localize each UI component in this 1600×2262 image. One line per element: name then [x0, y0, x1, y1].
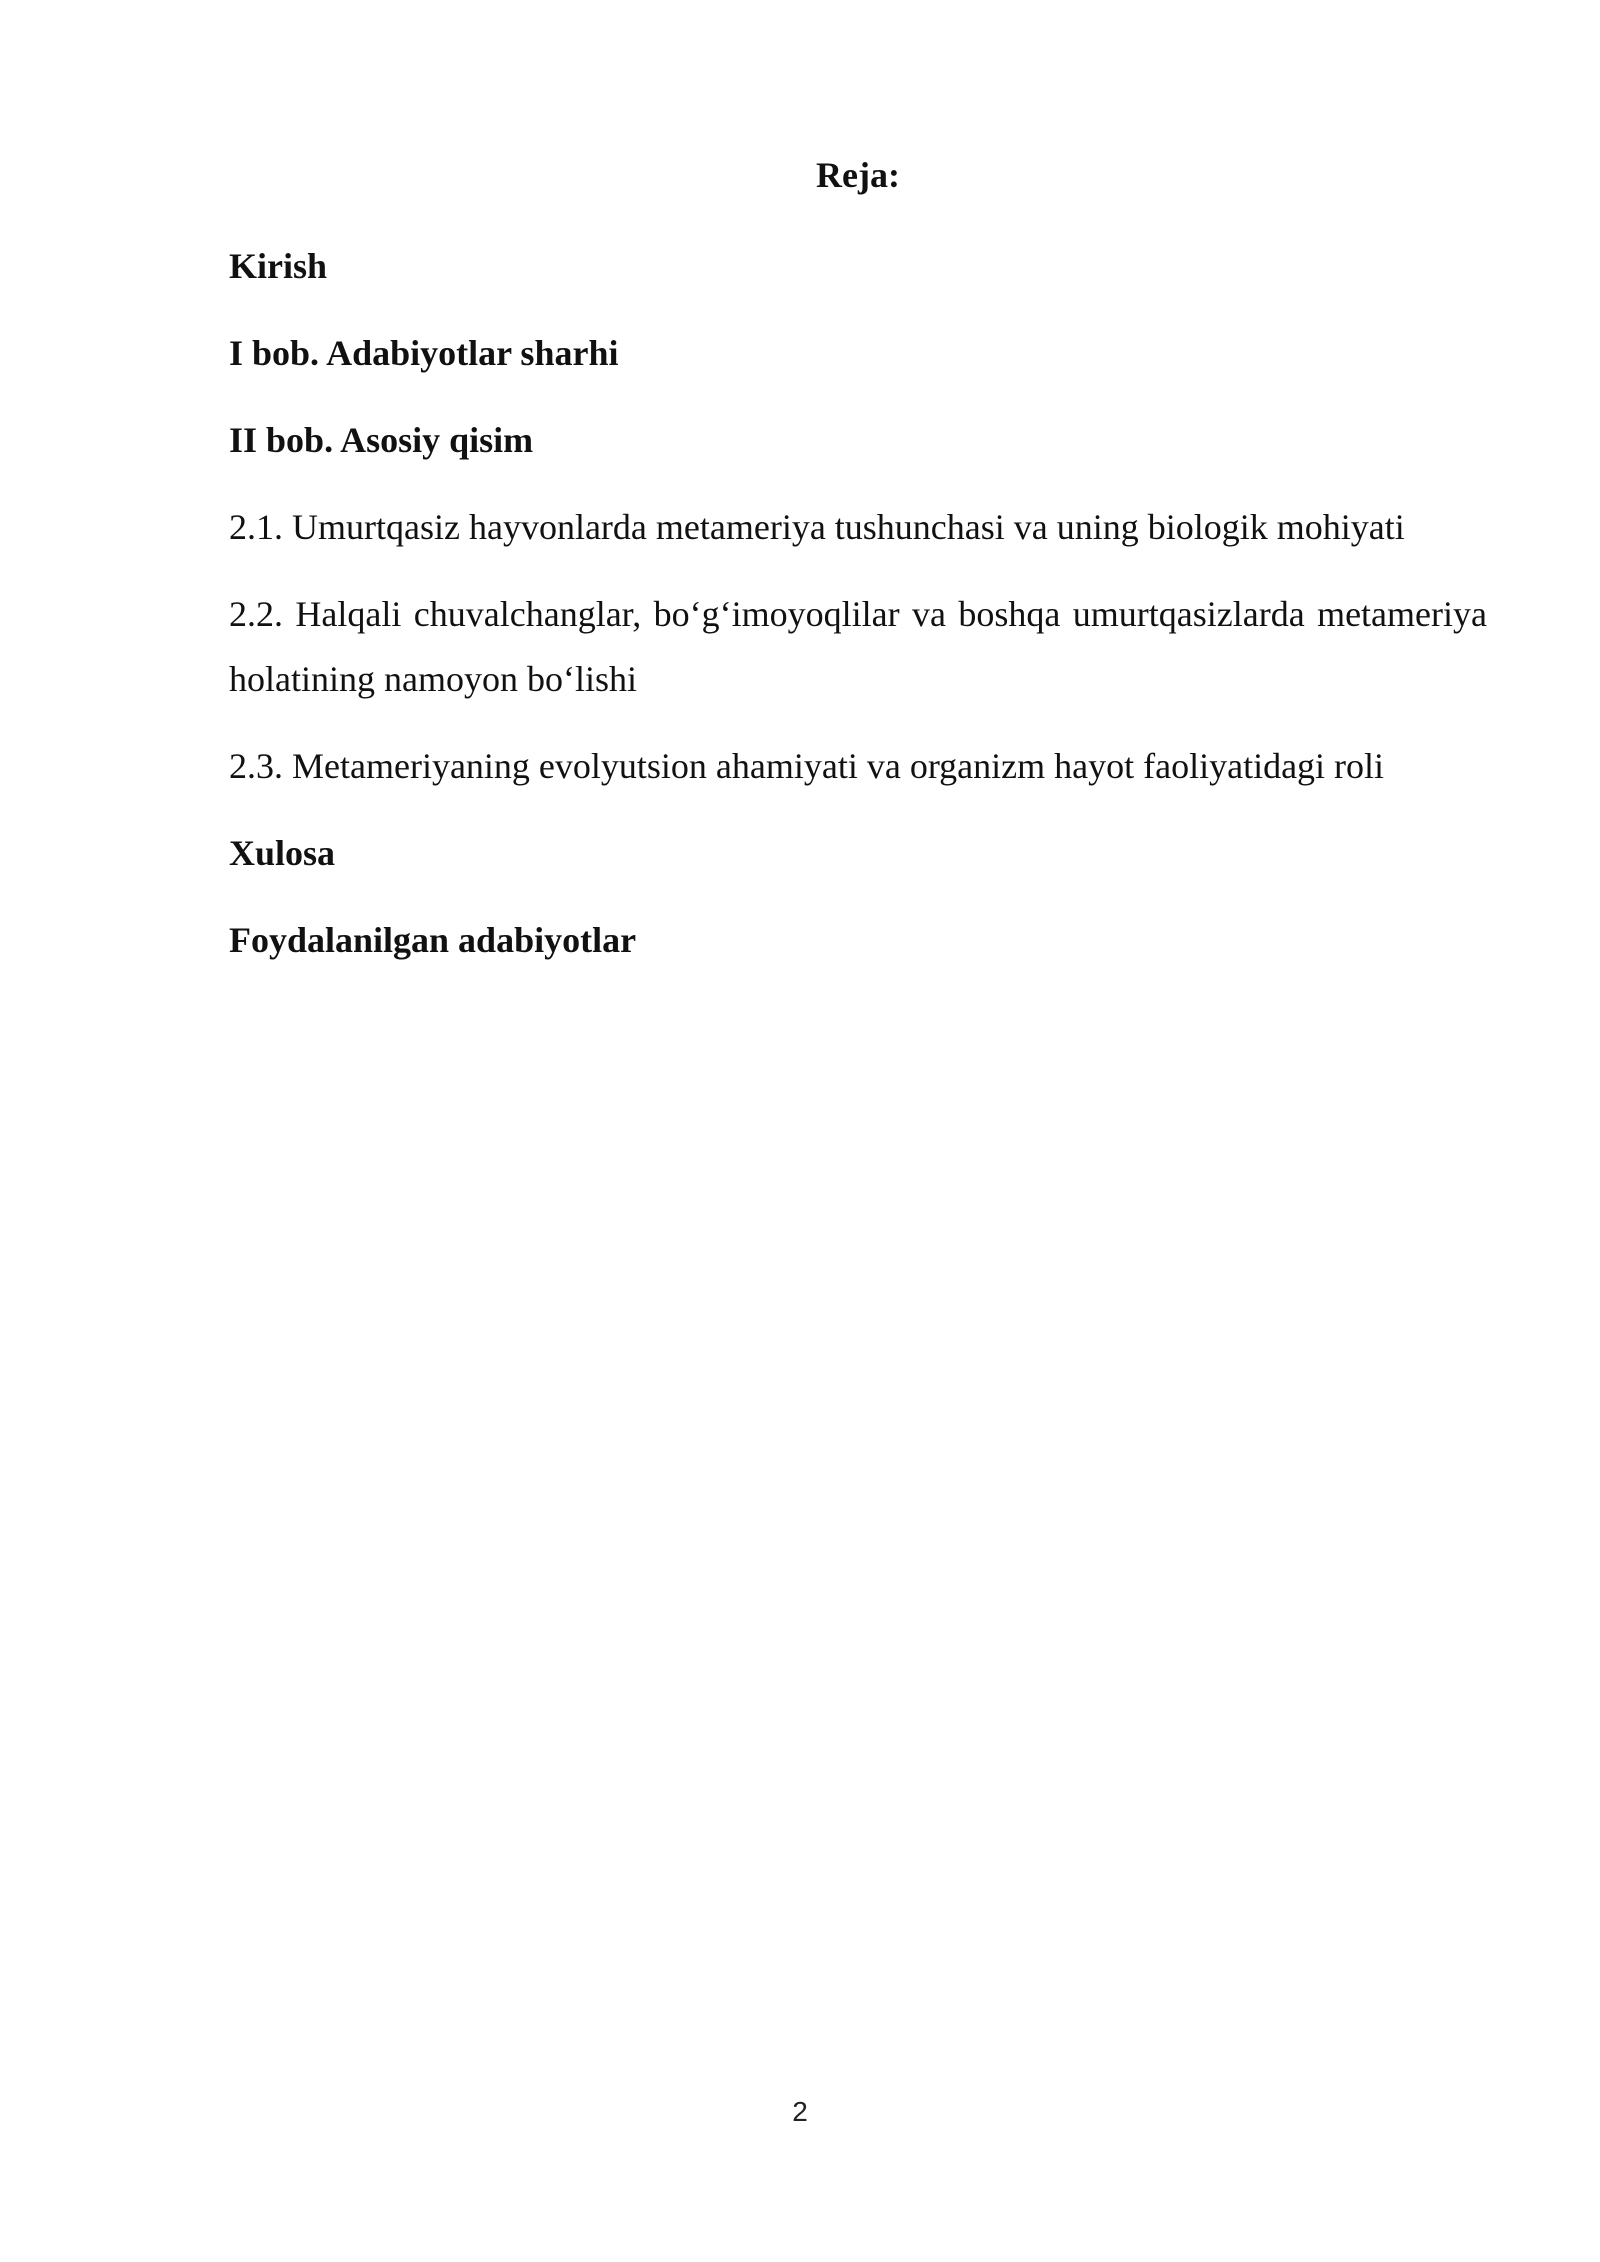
- toc-item-section-2-3: 2.3. Metameriyaning evolyutsion ahamiyati va organizm hayot faoliyatidagi roli: [229, 746, 1385, 786]
- page-number: 2: [792, 2096, 808, 2127]
- toc-item-references: Foydalanilgan adabiyotlar: [229, 920, 637, 960]
- toc-item-xulosa: Xulosa: [229, 833, 336, 873]
- toc-item-section-2-2: 2.2. Halqali chuvalchanglar, bo‘g‘imoyoqlilar va boshqa umurtqasizlarda metameriya holatining namoyon bo‘lishi: [229, 594, 1487, 699]
- page-title: Reja:: [816, 155, 900, 195]
- toc-item-chapter-2: II bob. Asosiy qisim: [229, 420, 534, 460]
- toc-item-kirish: Kirish: [229, 246, 328, 286]
- table-of-contents: [229, 148, 1487, 995]
- toc-item-section-2-1: 2.1. Umurtqasiz hayvonlarda metameriya tushunchasi va uning biologik mohiyati: [229, 507, 1405, 547]
- toc-item-chapter-1: I bob. Adabiyotlar sharhi: [229, 333, 619, 373]
